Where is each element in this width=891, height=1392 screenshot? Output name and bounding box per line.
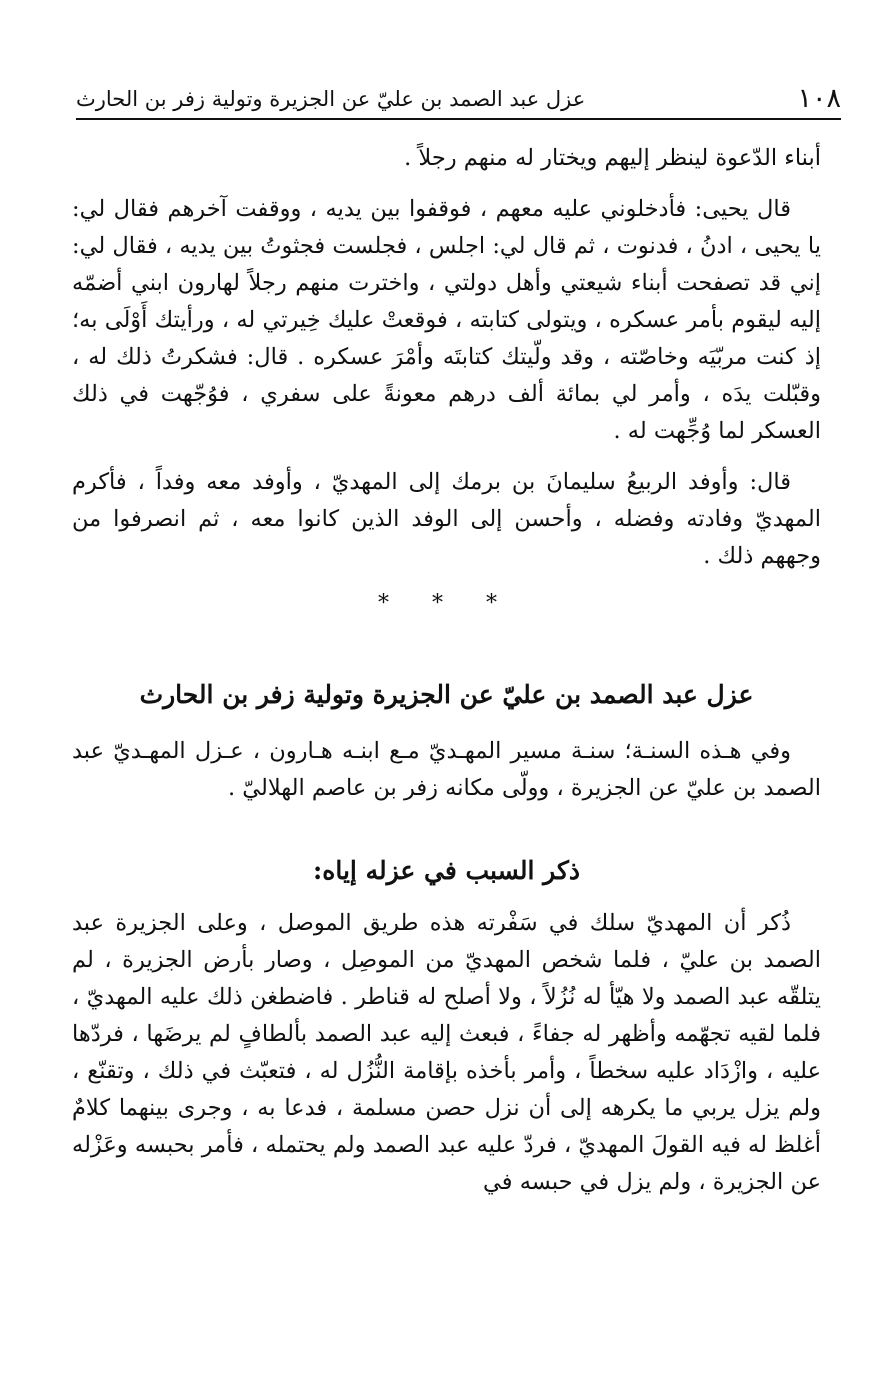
section-paragraph: وفي هـذه السنـة؛ سنـة مسير المهـديّ مـع ابنـه هـارون ، عـزل المهـديّ عبد الصمد بن عليّ عن الجزيرة ، وولّى مكانه زفر بن عاصم الهلاليّ . bbox=[72, 738, 821, 801]
page-body bbox=[72, 140, 821, 1215]
subsection-title: ذكر السبب في عزله إياه: bbox=[313, 856, 580, 885]
running-title: عزل عبد الصمد بن عليّ عن الجزيرة وتولية زفر بن الحارث bbox=[76, 87, 586, 111]
section-separator: * * * bbox=[378, 591, 515, 616]
page-number: ١٠٨ bbox=[797, 83, 841, 114]
paragraph-continuation: أبناء الدّعوة لينظر إليهم ويختار له منهم رجلاً . bbox=[404, 145, 821, 171]
paragraph-yahya: قال يحيى: فأدخلوني عليه معهم ، فوقفوا بين يديه ، ووقفت آخرهم فقال لي: يا يحيى ، ادنُ ، فدنوت ، ثم قال لي: اجلس ، فجلست فجثوتُ بين يديه ، فقال لي: إني قد تصفحت أبناء شيعتي وأهل دولتي ، واخترت منهم رجلاً لهارون ابني أضمّه إليه ليقوم بأمر عسكره ، ويتولى كتابته ، فوقعتْ عليك خِيرتي له ، ورأيتك أَوْلَى به؛ إذ كنت مربّيَه وخاصّته ، وقد ولّيتك كتابتَه وأمْرَ عسكره . قال: فشكرتُ ذلك له ، وقبّلت يدَه ، وأمر لي بمائة ألف درهم معونةً على سفري ، فوُجّهت في ذلك العسكر لما وُجِّهت له . bbox=[72, 196, 821, 444]
subsection-paragraph: ذُكر أن المهديّ سلك في سَفْرته هذه طريق الموصل ، وعلى الجزيرة عبد الصمد بن عليّ ، فلما شخص المهديّ من الموصِل ، وصار بأرض الجزيرة ، لم يتلقّه عبد الصمد ولا هيّأ له نُزُلاً ، ولا أصلح له قناطر . فاضطغن ذلك عليه المهديّ ، فلما لقيه تجهّمه وأظهر له جفاءً ، فبعث إليه عبد الصمد بألطافٍ لم يرضَها ، فردّها عليه ، وازْدَاد عليه سخطاً ، وأمر بأخذه بإقامة النُّزُل له ، فتعبّث في ذلك ، وتقنّع ، ولم يزل يربي ما يكرهه إلى أن نزل حصن مسلمة ، فدعا به ، وجرى بينهما كلامٌ أغلظ له فيه القولَ المهديّ ، فردّ عليه عبد الصمد ولم يحتمله ، فأمر بحبسه وعَزْله عن الجزيرة ، ولم يزل في حبسه في bbox=[72, 910, 821, 1195]
section-title: عزل عبد الصمد بن عليّ عن الجزيرة وتولية زفر بن الحارث bbox=[139, 680, 754, 709]
paragraph-rabi: قال: وأوفد الربيعُ سليمانَ بن برمك إلى المهديّ ، وأوفد معه وفداً ، فأكرم المهديّ وفادته وفضله ، وأحسن إلى الوفد الذين كانوا معه ، ثم انصرفوا من وجههم ذلك . bbox=[72, 469, 821, 569]
page-header bbox=[76, 74, 841, 120]
